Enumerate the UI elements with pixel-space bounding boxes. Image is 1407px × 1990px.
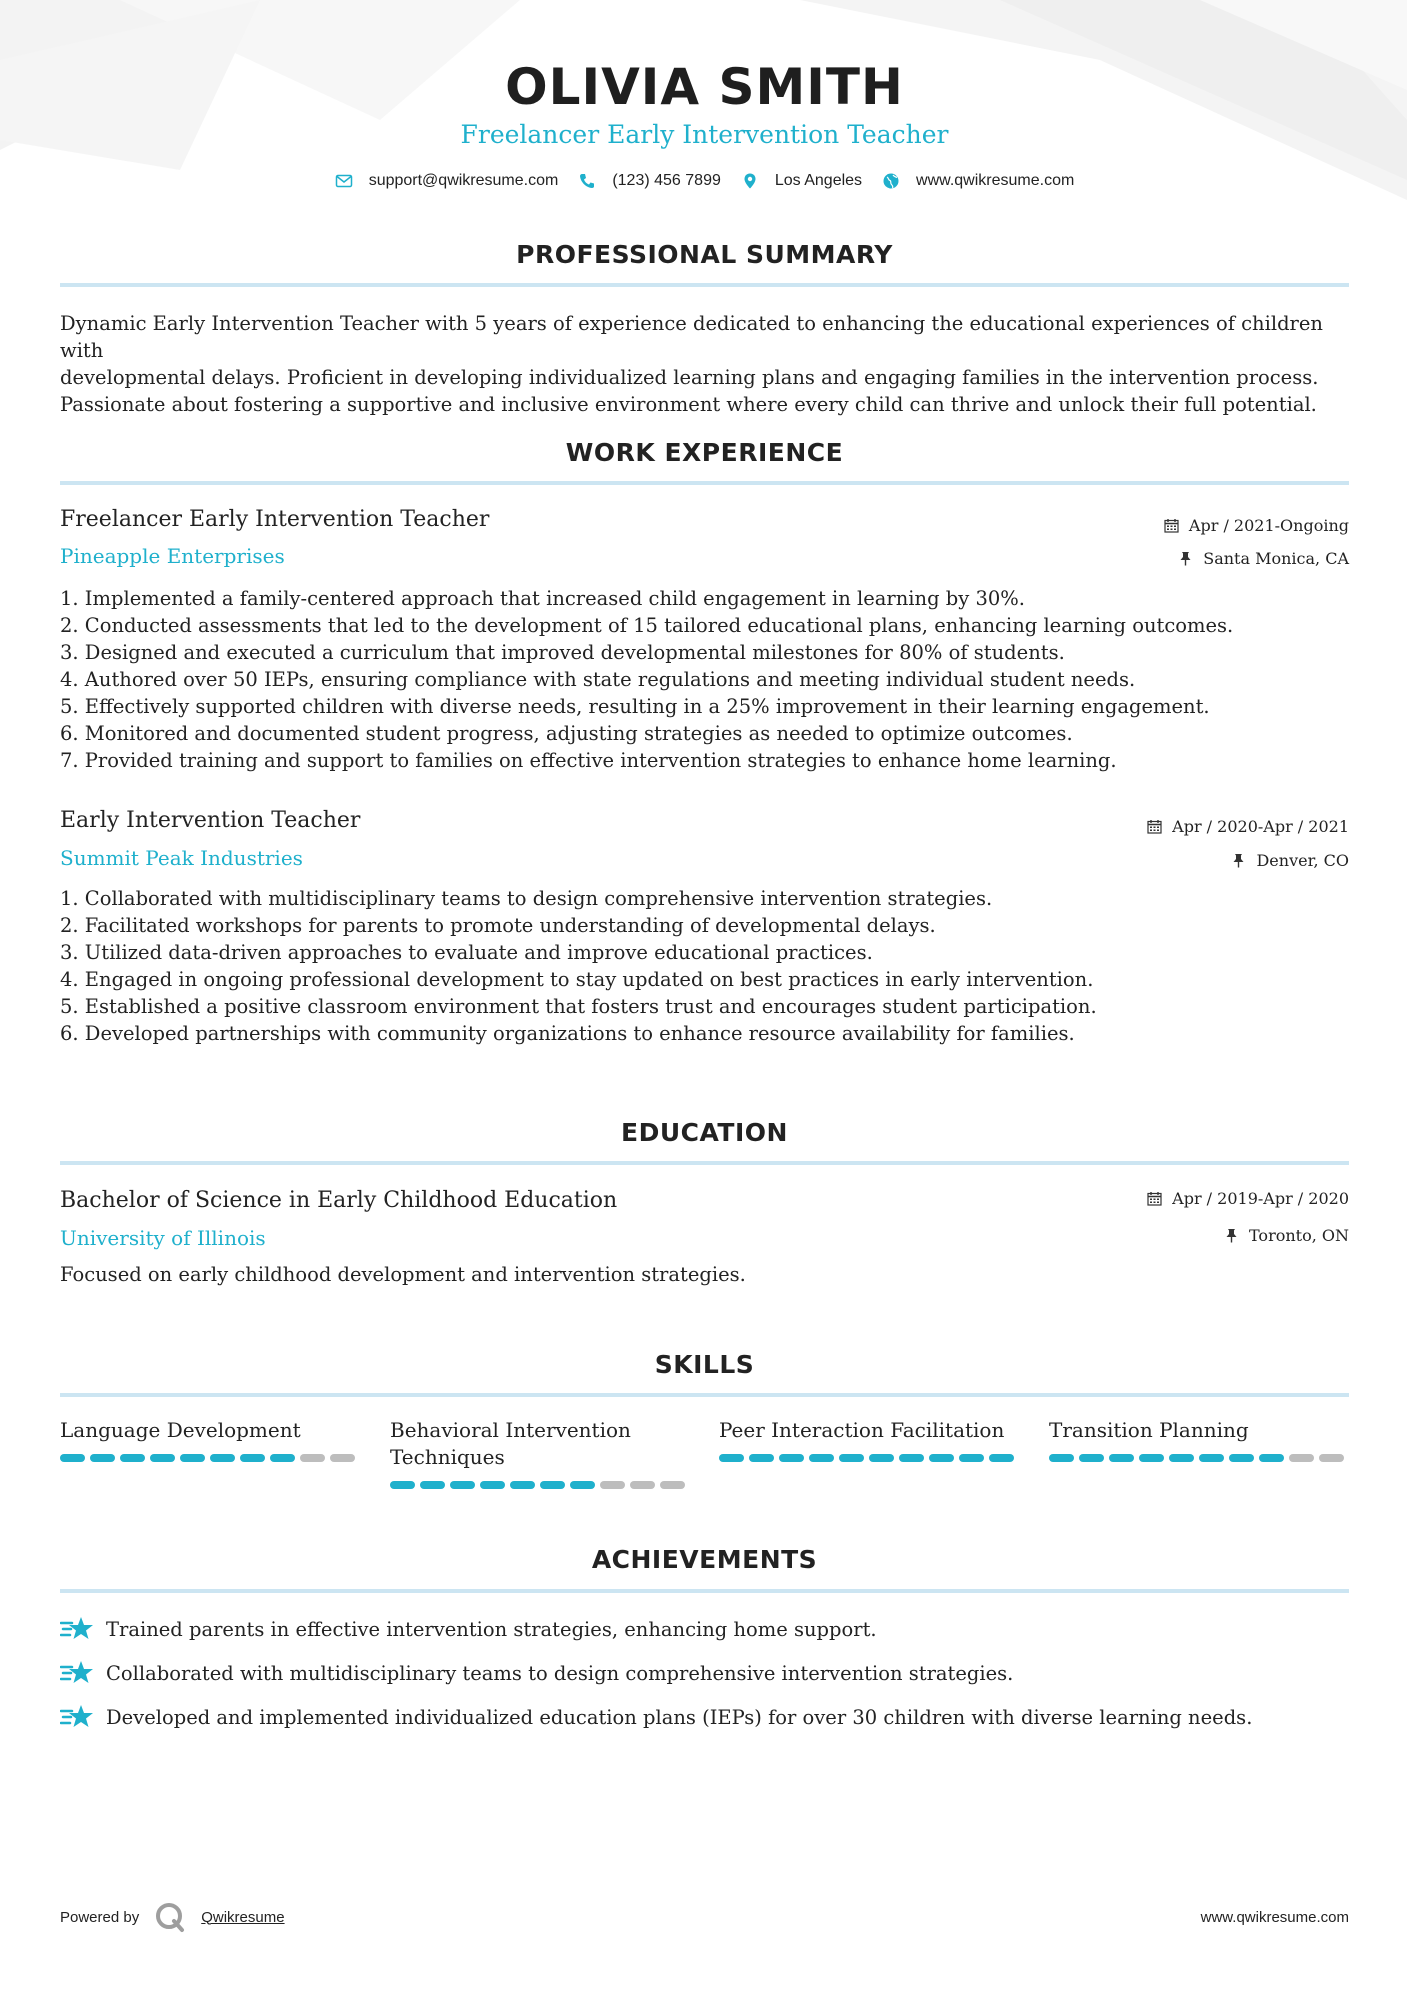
contact-website[interactable] bbox=[882, 172, 1074, 190]
list-item: 2. Conducted assessments that led to the development of 15 tailored educational plans, enhancing learning outcomes. bbox=[60, 614, 1234, 637]
list-item: 5. Established a positive classroom environment that fosters trust and encourages student participation. bbox=[60, 995, 1097, 1018]
list-item: 3. Designed and executed a curriculum that improved developmental milestones for 80% of students. bbox=[60, 641, 1065, 664]
skill-segment-filled bbox=[1199, 1454, 1224, 1462]
skill-name-line: Transition Planning bbox=[1049, 1418, 1249, 1442]
skills-heading: SKILLS bbox=[654, 1350, 755, 1379]
list-item: 2. Facilitated workshops for parents to promote understanding of developmental delays. bbox=[60, 914, 936, 937]
skill-segment-filled bbox=[510, 1481, 535, 1489]
skill-segment-filled bbox=[420, 1481, 445, 1489]
list-item: 5. Effectively supported children with diverse needs, resulting in a 25% improvement in their learning engagement. bbox=[60, 695, 1210, 718]
pushpin-icon bbox=[1231, 853, 1246, 868]
map-pin-icon bbox=[741, 172, 759, 190]
skill-segment-empty bbox=[660, 1481, 685, 1489]
education-dates-text: Apr / 2019-Apr / 2020 bbox=[1172, 1189, 1349, 1208]
skill-segment-filled bbox=[1049, 1454, 1074, 1462]
skill-segment-filled bbox=[270, 1454, 295, 1462]
job-dates bbox=[1147, 817, 1349, 836]
achievement-text: Developed and implemented individualized education plans (IEPs) for over 30 children with diverse learning needs. bbox=[106, 1705, 1253, 1729]
shooting-star-icon bbox=[60, 1614, 94, 1644]
summary-line: Dynamic Early Intervention Teacher with 5 years of experience dedicated to enhancing the educational experiences of children with bbox=[60, 312, 1323, 362]
list-item: 3. Utilized data-driven approaches to evaluate and improve educational practices. bbox=[60, 941, 873, 964]
summary-heading: PROFESSIONAL SUMMARY bbox=[516, 240, 893, 269]
pushpin-icon bbox=[1178, 551, 1193, 566]
achievements-heading: ACHIEVEMENTS bbox=[591, 1545, 818, 1574]
email-text: support@qwikresume.com bbox=[368, 172, 559, 189]
shooting-star-icon bbox=[60, 1658, 94, 1688]
skill-name bbox=[390, 1417, 690, 1471]
education-degree: Bachelor of Science in Early Childhood Education bbox=[60, 1188, 618, 1213]
job-dates-text: Apr / 2020-Apr / 2021 bbox=[1172, 817, 1349, 836]
skill-name-line: Behavioral Intervention bbox=[390, 1418, 631, 1442]
skill-segment-filled bbox=[1139, 1454, 1164, 1462]
skill-segment-filled bbox=[719, 1454, 744, 1462]
achievement-text: Collaborated with multidisciplinary teams to design comprehensive intervention strategies. bbox=[106, 1661, 1014, 1685]
skill-segment-filled bbox=[150, 1454, 175, 1462]
skill-name bbox=[719, 1417, 1019, 1444]
skill-segment-filled bbox=[480, 1481, 505, 1489]
education-rule bbox=[60, 1161, 1349, 1165]
qwikresume-logo-icon bbox=[153, 1900, 187, 1934]
envelope-icon bbox=[335, 172, 353, 190]
candidate-name: OLIVIA SMITH bbox=[505, 58, 904, 116]
list-item: 1. Implemented a family-centered approach that increased child engagement in learning by 30%. bbox=[60, 587, 1026, 610]
skill-name-line: Language Development bbox=[60, 1418, 301, 1442]
footer-website[interactable]: www.qwikresume.com bbox=[1200, 1908, 1349, 1926]
skill-level-bar bbox=[1049, 1454, 1349, 1462]
skill-segment-empty bbox=[1319, 1454, 1344, 1462]
skill-name bbox=[1049, 1417, 1349, 1444]
list-item: 4. Authored over 50 IEPs, ensuring compliance with state regulations and meeting individual student needs. bbox=[60, 668, 1136, 691]
achievement-item bbox=[60, 1658, 1349, 1688]
skill-segment-filled bbox=[1169, 1454, 1194, 1462]
achievement-item bbox=[60, 1614, 1349, 1644]
job-bullets bbox=[60, 585, 1349, 774]
experience-heading: WORK EXPERIENCE bbox=[565, 438, 844, 467]
skill-item bbox=[719, 1417, 1019, 1462]
skill-name bbox=[60, 1417, 360, 1444]
skill-name-line: Techniques bbox=[390, 1445, 505, 1469]
skill-segment-filled bbox=[989, 1454, 1014, 1462]
list-item: 1. Collaborated with multidisciplinary teams to design comprehensive intervention strategies. bbox=[60, 887, 993, 910]
skill-segment-filled bbox=[899, 1454, 924, 1462]
job-title: Freelancer Early Intervention Teacher bbox=[60, 507, 490, 532]
skill-segment-filled bbox=[779, 1454, 804, 1462]
skill-segment-filled bbox=[1259, 1454, 1284, 1462]
education-location-text: Toronto, ON bbox=[1249, 1226, 1349, 1245]
skill-segment-filled bbox=[90, 1454, 115, 1462]
skill-segment-filled bbox=[390, 1481, 415, 1489]
skill-segment-filled bbox=[1079, 1454, 1104, 1462]
skill-segment-empty bbox=[600, 1481, 625, 1489]
job-location-text: Denver, CO bbox=[1256, 851, 1349, 870]
skill-segment-filled bbox=[959, 1454, 984, 1462]
calendar-icon bbox=[1147, 1191, 1162, 1206]
skill-segment-empty bbox=[1289, 1454, 1314, 1462]
skill-segment-empty bbox=[330, 1454, 355, 1462]
phone-icon bbox=[578, 172, 596, 190]
footer bbox=[60, 1900, 1349, 1934]
education-heading: EDUCATION bbox=[621, 1118, 788, 1147]
skill-segment-filled bbox=[839, 1454, 864, 1462]
summary-rule bbox=[60, 283, 1349, 287]
skill-segment-filled bbox=[540, 1481, 565, 1489]
job-company: Summit Peak Industries bbox=[60, 846, 303, 870]
experience-rule bbox=[60, 481, 1349, 485]
education-description: Focused on early childhood development and intervention strategies. bbox=[60, 1263, 746, 1286]
contact-email[interactable] bbox=[335, 172, 559, 190]
list-item: 4. Engaged in ongoing professional development to stay updated on best practices in early intervention. bbox=[60, 968, 1094, 991]
calendar-icon bbox=[1164, 518, 1179, 533]
list-item: 6. Developed partnerships with community organizations to enhance resource availability for families. bbox=[60, 1022, 1075, 1045]
skill-segment-filled bbox=[450, 1481, 475, 1489]
achievements-rule bbox=[60, 1589, 1349, 1593]
skill-segment-filled bbox=[749, 1454, 774, 1462]
skill-level-bar bbox=[719, 1454, 1019, 1462]
summary-text bbox=[60, 310, 1349, 418]
job-dates-text: Apr / 2021-Ongoing bbox=[1188, 516, 1349, 535]
skill-segment-filled bbox=[60, 1454, 85, 1462]
contact-bar bbox=[60, 172, 1349, 190]
job-location bbox=[1231, 851, 1349, 870]
list-item: 6. Monitored and documented student progress, adjusting strategies as needed to optimize outcomes. bbox=[60, 722, 1073, 745]
phone-text: (123) 456 7899 bbox=[612, 172, 721, 189]
education-dates bbox=[1147, 1189, 1349, 1208]
skill-segment-filled bbox=[929, 1454, 954, 1462]
skill-level-bar bbox=[390, 1481, 690, 1489]
skill-segment-filled bbox=[570, 1481, 595, 1489]
summary-line: developmental delays. Proficient in developing individualized learning plans and engaging families in the intervention process. bbox=[60, 366, 1319, 389]
skill-item bbox=[1049, 1417, 1349, 1462]
calendar-icon bbox=[1147, 819, 1162, 834]
website-text: www.qwikresume.com bbox=[916, 172, 1075, 189]
job-title: Early Intervention Teacher bbox=[60, 808, 361, 833]
summary-line: Passionate about fostering a supportive and inclusive environment where every child can thrive and unlock their full potential. bbox=[60, 393, 1317, 416]
contact-location bbox=[741, 172, 862, 190]
job-bullets bbox=[60, 885, 1349, 1047]
education-school: University of Illinois bbox=[60, 1226, 266, 1250]
job-location-text: Santa Monica, CA bbox=[1203, 549, 1349, 568]
pushpin-icon bbox=[1224, 1228, 1239, 1243]
skill-level-bar bbox=[60, 1454, 360, 1462]
skill-item bbox=[60, 1417, 360, 1462]
skill-segment-filled bbox=[869, 1454, 894, 1462]
skills-rule bbox=[60, 1393, 1349, 1397]
skill-name-line: Peer Interaction Facilitation bbox=[719, 1418, 1005, 1442]
qwikresume-link[interactable]: Qwikresume bbox=[201, 1908, 285, 1926]
powered-by-label: Powered by bbox=[60, 1908, 140, 1926]
candidate-title: Freelancer Early Intervention Teacher bbox=[460, 120, 949, 149]
skill-segment-filled bbox=[210, 1454, 235, 1462]
skill-item bbox=[390, 1417, 690, 1489]
achievement-text: Trained parents in effective intervention strategies, enhancing home support. bbox=[106, 1617, 877, 1641]
footer-powered-by bbox=[60, 1900, 285, 1934]
shooting-star-icon bbox=[60, 1702, 94, 1732]
skill-segment-empty bbox=[300, 1454, 325, 1462]
location-text: Los Angeles bbox=[774, 172, 863, 189]
list-item: 7. Provided training and support to families on effective intervention strategies to enhance home learning. bbox=[60, 749, 1117, 772]
skill-segment-filled bbox=[809, 1454, 834, 1462]
achievement-item bbox=[60, 1702, 1349, 1732]
skill-segment-filled bbox=[180, 1454, 205, 1462]
contact-phone[interactable] bbox=[578, 172, 721, 190]
education-location bbox=[1224, 1226, 1349, 1245]
skill-segment-filled bbox=[1109, 1454, 1134, 1462]
job-location bbox=[1178, 549, 1349, 568]
job-company: Pineapple Enterprises bbox=[60, 544, 285, 568]
job-dates bbox=[1164, 516, 1349, 535]
skill-segment-filled bbox=[120, 1454, 145, 1462]
skill-segment-filled bbox=[1229, 1454, 1254, 1462]
skill-segment-filled bbox=[240, 1454, 265, 1462]
skill-segment-empty bbox=[630, 1481, 655, 1489]
globe-icon bbox=[882, 172, 900, 190]
